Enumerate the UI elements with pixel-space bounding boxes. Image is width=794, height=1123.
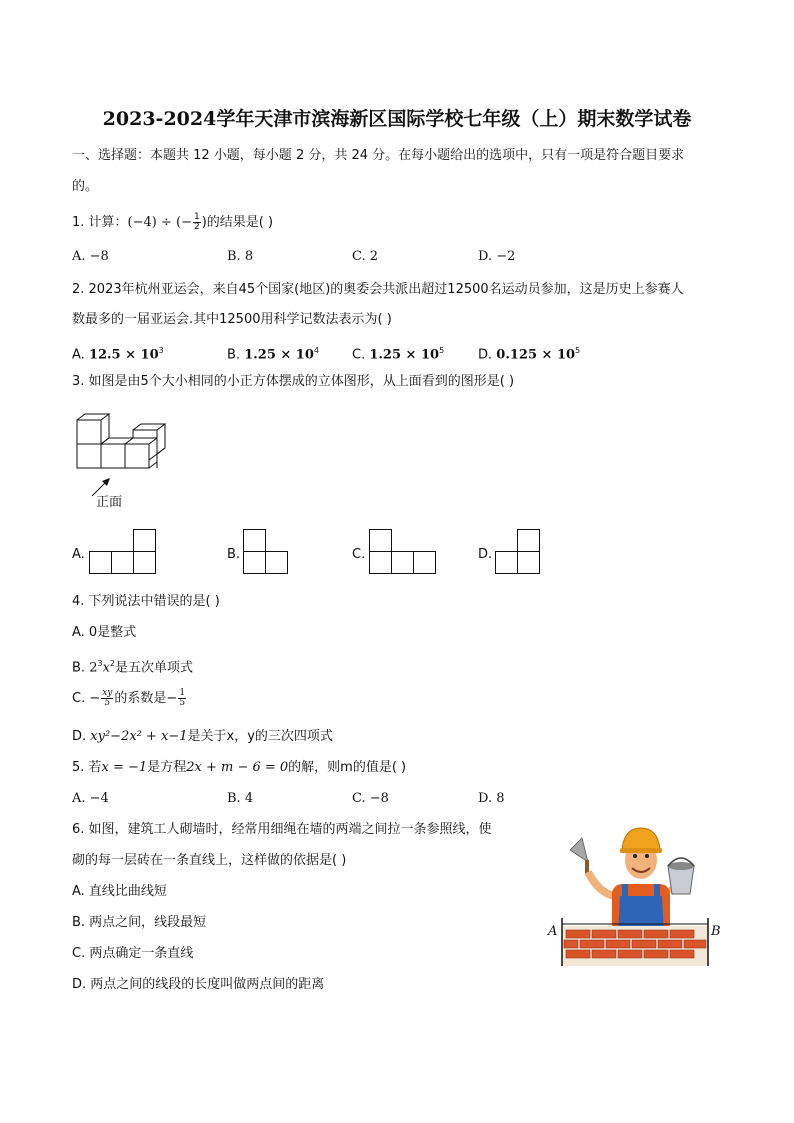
q3-option-a-figure <box>89 529 159 577</box>
question-1-expr-left: (−4) ÷ (− <box>127 215 192 230</box>
q4-option-c <box>72 689 187 708</box>
q2-option-d <box>478 342 580 364</box>
option-value: 0.125 × 10 <box>496 347 576 363</box>
hard-hat-icon <box>622 828 660 850</box>
option-label: D. <box>72 729 91 744</box>
question-text: 的解，则m的值是( ) <box>288 760 407 775</box>
option-text: 是关于x，y的三次四项式 <box>187 729 333 744</box>
q3-option-b-label: B. <box>227 547 241 562</box>
worker-eye-left <box>633 854 637 858</box>
question-4: 4. 下列说法中错误的是( ) <box>72 594 220 609</box>
cube-stack-figure <box>72 410 182 515</box>
option-fraction <box>101 689 113 708</box>
condition-expression: x = −1 <box>101 760 148 775</box>
q1-option-b: B. 8 <box>227 249 254 264</box>
q3-option-d-figure <box>495 529 545 577</box>
q3-option-c-label: C. <box>352 547 366 562</box>
q6-option-d: D. 两点之间的线段的长度叫做两点间的距离 <box>72 977 325 992</box>
q4-option-b <box>72 655 193 677</box>
bucket-icon <box>668 866 694 894</box>
q4-option-d <box>72 728 333 746</box>
worker-eye-right <box>645 854 649 858</box>
question-2-line2: 数最多的一届亚运会.其中12500用科学记数法表示为( ) <box>72 312 392 327</box>
option-exponent: 4 <box>313 346 319 355</box>
fraction-numerator: 1 <box>193 212 200 222</box>
option-exponent: 2 <box>109 659 115 668</box>
question-text: 是方程 <box>147 760 187 775</box>
option-label: C. <box>352 347 366 363</box>
option-exponent: 5 <box>439 346 445 355</box>
q1-option-d: D. −2 <box>478 249 516 264</box>
q6-option-a: A. 直线比曲线短 <box>72 884 167 899</box>
option-text: 的系数是− <box>114 691 178 706</box>
q3-option-c-figure <box>369 529 439 577</box>
question-1-expr-right: )的结果是( ) <box>201 215 274 230</box>
fraction-denominator: 5 <box>179 698 186 708</box>
bucket-rim <box>668 862 694 870</box>
question-text: 5. 若 <box>72 760 102 775</box>
option-base: 2 <box>89 660 98 676</box>
brick-wall <box>562 926 708 966</box>
q5-option-c: C. −8 <box>352 791 389 806</box>
option-exponent: 3 <box>97 659 103 668</box>
q4-option-a: A. 0是整式 <box>72 625 137 640</box>
q3-option-a-label: A. <box>72 547 85 562</box>
option-label: D. <box>478 347 493 363</box>
q6-option-c: C. 两点确定一条直线 <box>72 946 194 961</box>
q6-option-b: B. 两点之间，线段最短 <box>72 915 207 930</box>
option-value: 1.25 × 10 <box>369 347 440 363</box>
q1-option-a: A. −8 <box>72 249 109 264</box>
worker-left-arm <box>588 872 614 896</box>
option-fraction <box>178 689 186 708</box>
option-text: 是五次单项式 <box>115 660 194 676</box>
question-1-fraction <box>193 213 201 232</box>
option-exponent: 5 <box>575 346 581 355</box>
point-a-label: A <box>548 924 558 939</box>
front-view-label: 正面 <box>96 495 123 510</box>
question-2-line1: 2. 2023年杭州亚运会，来自45个国家(地区)的奥委会共派出超过12500名运动员参加，这是历史上参赛人 <box>72 282 684 297</box>
option-value: 1.25 × 10 <box>244 347 314 363</box>
page-title: 2023-2024学年天津市滨海新区国际学校七年级（上）期末数学试卷 <box>102 108 692 130</box>
section-instructions-line1: 一、选择题：本题共 12 小题，每小题 2 分，共 24 分。在每小题给出的选项中，只有一项是符合题目要求 <box>72 148 685 163</box>
option-variable: x <box>102 660 110 676</box>
q2-option-c <box>352 342 444 364</box>
fraction-numerator: 1 <box>179 688 186 698</box>
equation-expression: 2x + m − 6 = 0 <box>186 760 289 775</box>
question-6-line1: 6. 如图，建筑工人砌墙时，经常用细绳在墙的两端之间拉一条参照线，使 <box>72 822 492 837</box>
option-value: 12.5 × 10 <box>88 347 159 363</box>
question-1 <box>72 213 273 232</box>
hard-hat-brim <box>620 848 662 853</box>
q3-option-d-label: D. <box>478 547 493 562</box>
question-3: 3. 如图是由5个大小相同的小正方体摆成的立体图形，从上面看到的图形是( ) <box>72 374 515 389</box>
overall-strap-right <box>654 884 660 900</box>
q1-option-c: C. 2 <box>352 249 379 264</box>
point-b-label: B <box>711 924 721 939</box>
fraction-denominator: 5 <box>104 698 111 708</box>
q5-option-d: D. 8 <box>478 791 505 806</box>
bricklayer-illustration <box>548 822 728 972</box>
option-exponent: 3 <box>158 346 164 355</box>
q5-option-b: B. 4 <box>227 791 254 806</box>
option-label: B. <box>227 347 241 363</box>
fraction-denominator: 2 <box>193 222 200 232</box>
question-1-number: 1. 计算： <box>72 215 128 230</box>
option-label: B. <box>72 660 90 676</box>
fraction-numerator: xy <box>102 688 113 698</box>
trowel-icon <box>570 838 588 862</box>
section-instructions-line2: 的。 <box>72 179 99 194</box>
q2-option-a <box>72 342 164 364</box>
overall-strap-left <box>622 884 628 900</box>
q3-option-b-figure <box>243 529 313 577</box>
option-label: A. <box>72 347 85 363</box>
question-6-line2: 砌的每一层砖在一条直线上，这样做的依据是( ) <box>72 853 347 868</box>
question-5 <box>72 759 406 777</box>
q2-option-b <box>227 342 319 364</box>
q5-option-a: A. −4 <box>72 791 109 806</box>
option-expression: xy²−2x² + x−1 <box>90 729 188 744</box>
option-label: C. − <box>72 691 101 706</box>
